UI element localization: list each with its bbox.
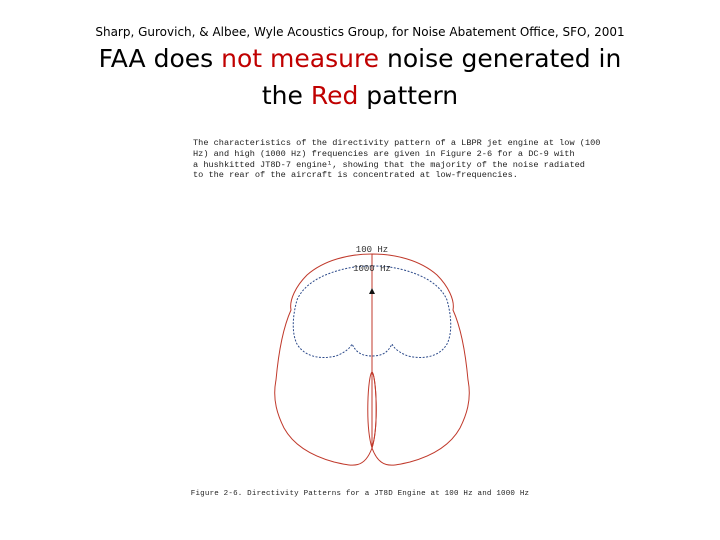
citation: Sharp, Gurovich, & Albee, Wyle Acoustics Group, for Noise Abatement Office, SFO, 2001 [95, 25, 625, 39]
label-1000hz: 1000 Hz [353, 264, 391, 274]
title-part: the [261, 81, 311, 110]
pattern-100hz [368, 254, 469, 465]
title-part: pattern [358, 81, 459, 110]
title-highlight-not-measure: not measure [221, 44, 380, 73]
excerpt-line: a hushkitted JT8D-7 engine¹, showing that the majority of the noise radiated [193, 159, 585, 170]
report-excerpt [193, 138, 601, 181]
label-100hz: 100 Hz [355, 245, 389, 255]
excerpt-line: Hz) and high (1000 Hz) frequencies are given in Figure 2-6 for a DC-9 with [193, 148, 575, 159]
aircraft-marker-icon [369, 288, 375, 294]
excerpt-line: to the rear of the aircraft is concentrated at low-frequencies. [193, 170, 518, 181]
slide-title [60, 40, 660, 114]
title-part: FAA does [98, 44, 222, 73]
directivity-pattern-figure [270, 236, 470, 490]
figure-caption: Figure 2-6. Directivity Patterns for a JT8D Engine at 100 Hz and 1000 Hz [190, 490, 530, 498]
pattern-100hz-left [275, 254, 376, 465]
excerpt-line: The characteristics of the directivity pattern of a LBPR jet engine at low (100 [193, 138, 601, 148]
title-part: noise generated in [379, 44, 622, 73]
title-highlight-red: Red [310, 81, 359, 110]
